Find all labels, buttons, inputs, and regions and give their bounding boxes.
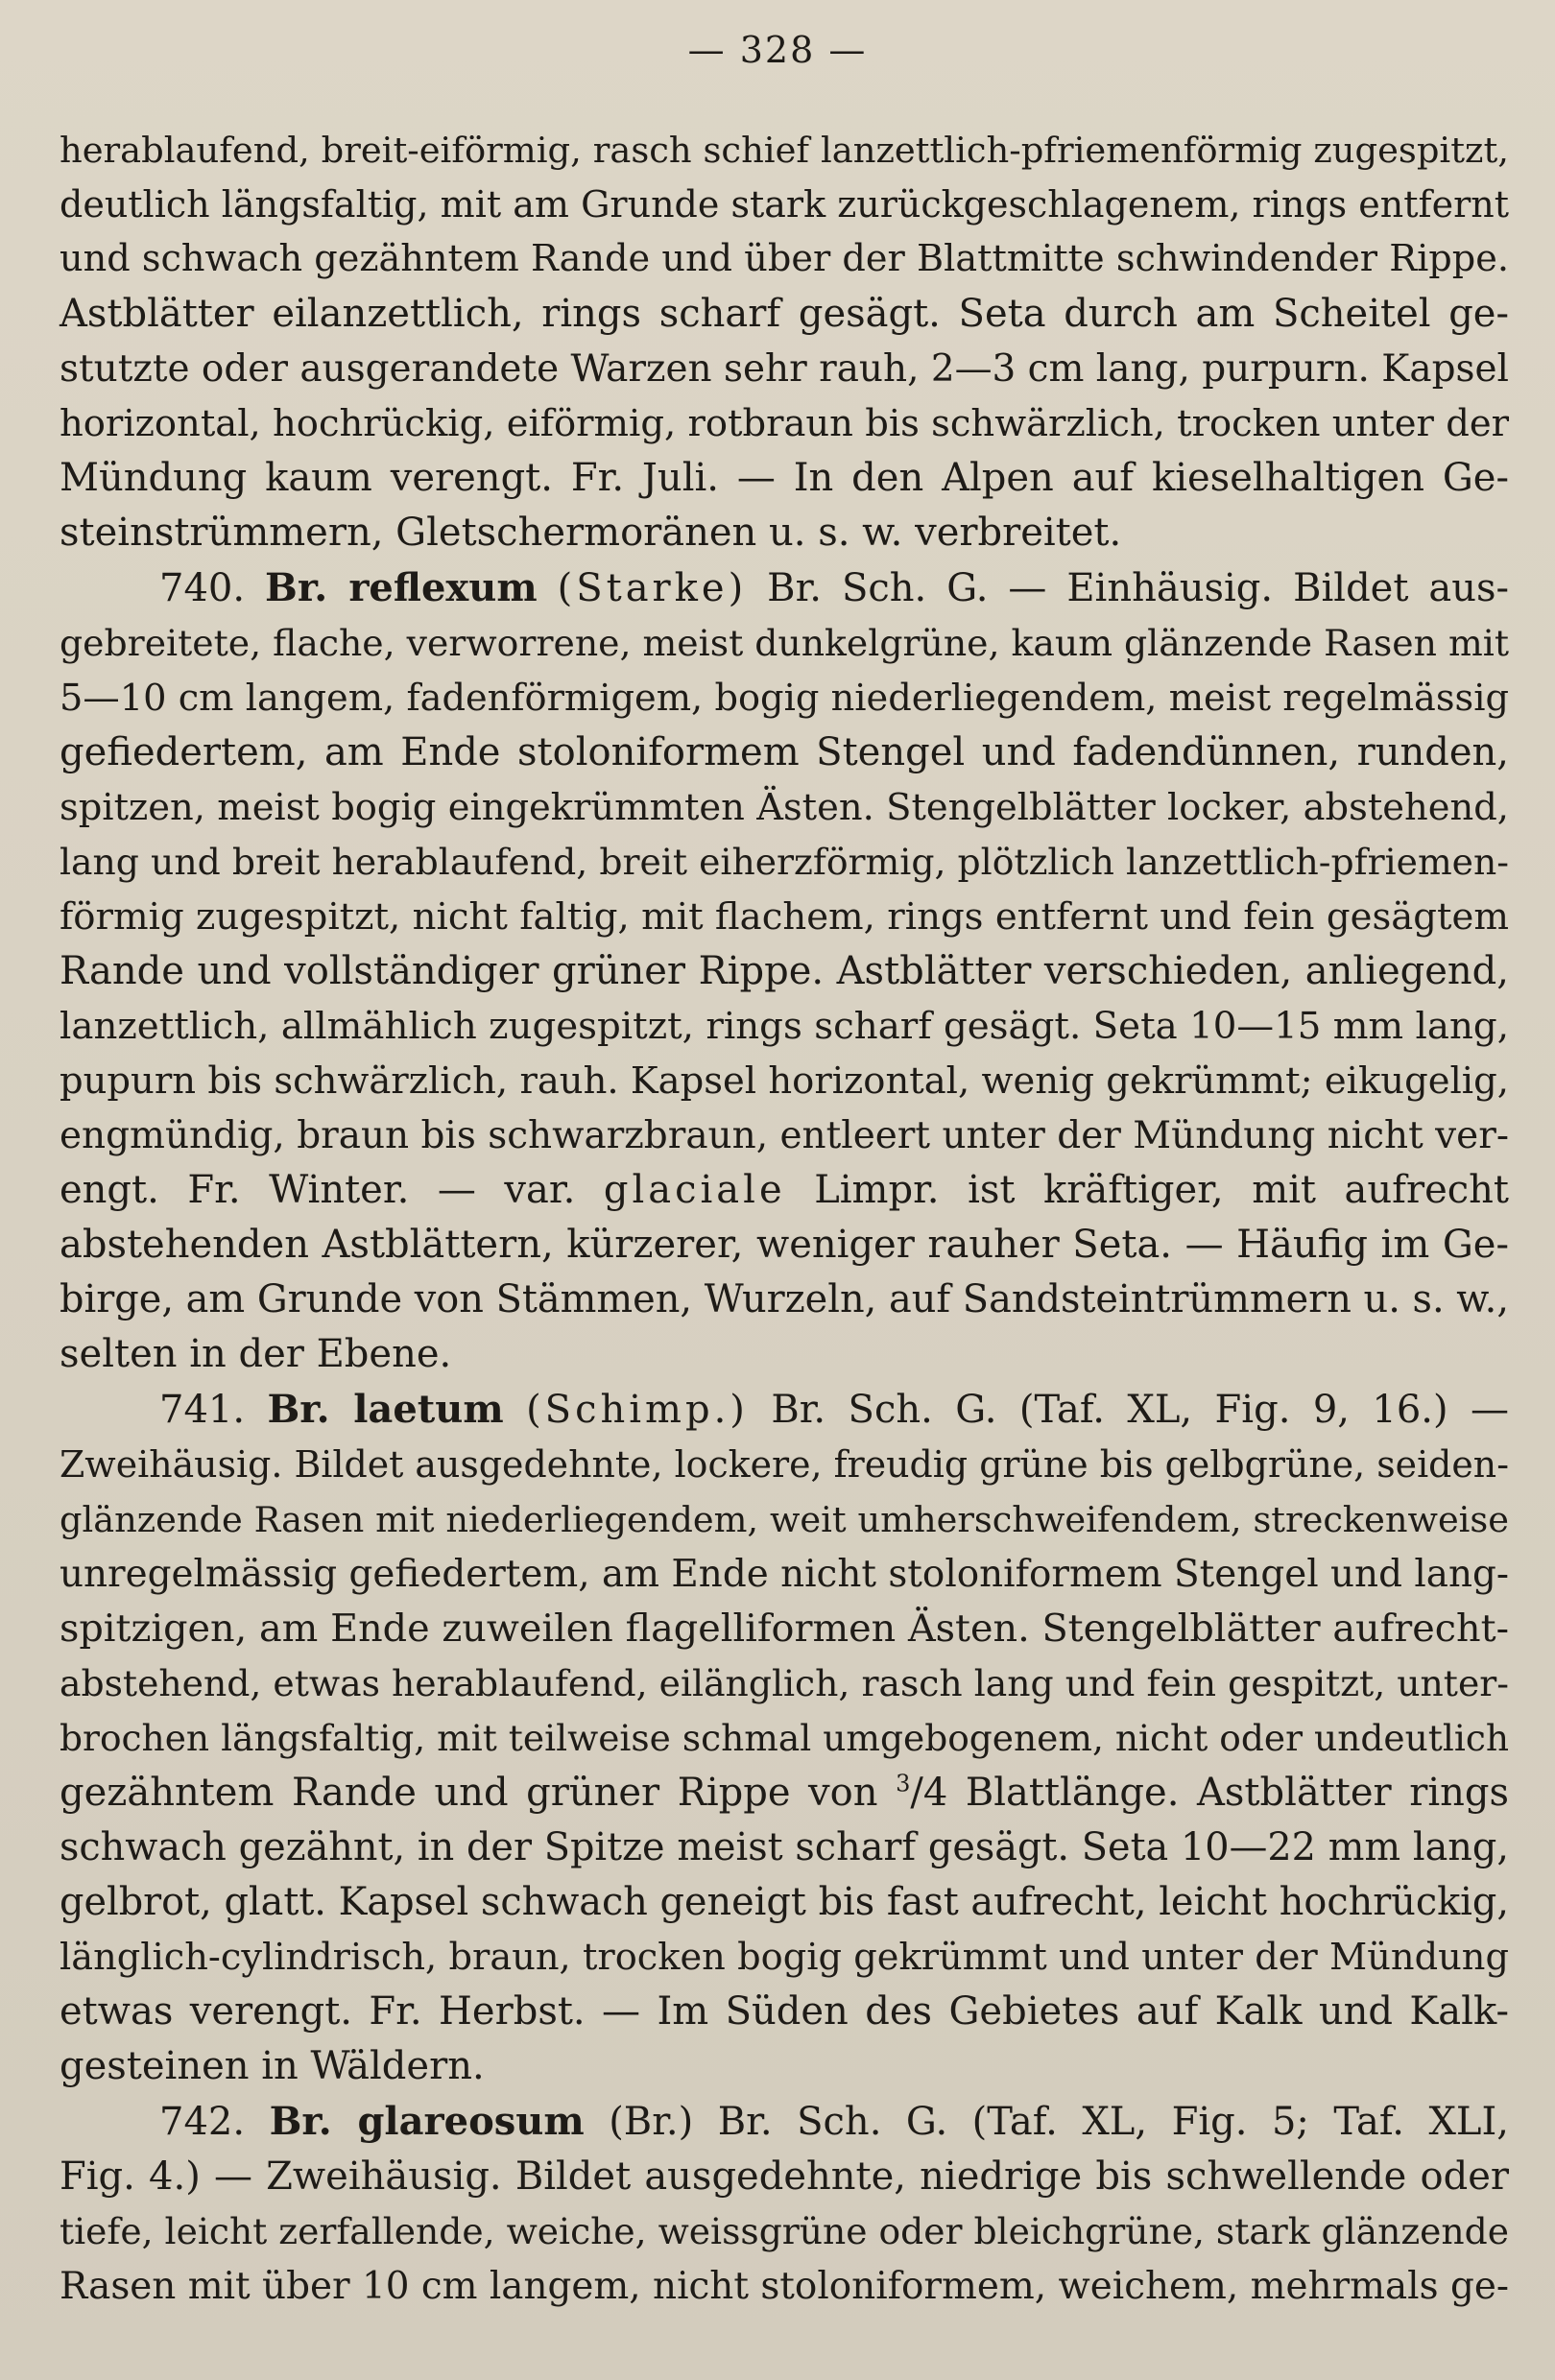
text-fragment: Limpr. ist kräftiger, mit aufrecht xyxy=(814,1168,1509,1212)
text-line: schwach gezähnt, in der Spitze meist scharf gesägt. Seta 10—22 mm lang, xyxy=(60,1825,1509,1869)
text-line: förmig zugespitzt, nicht faltig, mit flachem, rings entfernt und fein gesägtem xyxy=(60,895,1509,939)
entry-number: 740. xyxy=(159,566,246,610)
page-number: — 328 — xyxy=(687,29,868,71)
text-line: brochen längsfaltig, mit teilweise schmal umgebogenem, nicht oder undeutlich xyxy=(60,1717,1509,1759)
text-fragment: gezähntem Rande und grüner Rippe von xyxy=(60,1771,878,1815)
text-line: lang und breit herablaufend, breit eiherzförmig, plötzlich lanzettlich-pfriemen- xyxy=(60,841,1509,883)
entry-number: 741. xyxy=(159,1388,246,1432)
text-line-fraction xyxy=(60,1766,1509,1821)
entry-text: Br. Sch. G. (Taf. XL, Fig. 9, 16.) — xyxy=(771,1388,1510,1432)
text-line: Rasen mit über 10 cm langem, nicht stoloniformem, weichem, mehrmals ge- xyxy=(60,2265,1509,2308)
text-line-variety xyxy=(60,1163,1509,1218)
text-fragment: engt. Fr. Winter. — var. xyxy=(60,1168,576,1212)
text-fragment: Blattlänge. Astblätter rings xyxy=(965,1771,1510,1815)
species-name: Br. glareosum xyxy=(269,2099,585,2144)
text-line: tiefe, leicht zerfallende, weiche, weissgrüne oder bleichgrüne, stark glänzende xyxy=(60,2210,1509,2252)
text-line: gebreitete, flache, verworrene, meist dunkelgrüne, kaum glänzende Rasen mit xyxy=(60,622,1509,664)
text-line: spitzen, meist bogig eingekrümmten Ästen. Stengelblätter locker, abstehend, xyxy=(60,786,1509,829)
text-line: länglich-cylindrisch, braun, trocken bogig gekrümmt und unter der Mündung xyxy=(60,1936,1509,1979)
entry-740-heading xyxy=(60,560,1509,616)
entry-text: Br. Sch. G. — Einhäusig. Bildet aus- xyxy=(767,566,1510,610)
species-name: Br. reflexum xyxy=(265,565,538,610)
text-line: etwas verengt. Fr. Herbst. — Im Süden des Gebietes auf Kalk und Kalk- xyxy=(60,1989,1509,2034)
text-line: herablaufend, breit-eiförmig, rasch schief lanzettlich-pfriemenförmig zugespitzt, xyxy=(60,130,1509,171)
page-body xyxy=(60,123,1509,2314)
text-line: gefiedertem, am Ende stoloniformem Stengel und fadendünnen, runden, xyxy=(60,730,1509,774)
entry-number: 742. xyxy=(159,2100,246,2144)
text-line: deutlich längsfaltig, mit am Grunde stark zurückgeschlagenem, rings entfernt xyxy=(60,183,1509,226)
species-author: (Starke) xyxy=(557,566,748,610)
text-line: spitzigen, am Ende zuweilen flagelliformen Ästen. Stengelblätter aufrecht- xyxy=(60,1606,1509,1651)
text-line: lanzettlich, allmählich zugespitzt, rings scharf gesägt. Seta 10—15 mm lang, xyxy=(60,1005,1509,1048)
species-author: (Schimp.) xyxy=(526,1388,749,1432)
text-line: birge, am Grunde von Stämmen, Wurzeln, auf Sandsteintrümmern u. s. w., xyxy=(60,1277,1509,1321)
entry-742-heading xyxy=(60,2094,1509,2150)
text-line: Rande und vollständiger grüner Rippe. Astblätter verschieden, anliegend, xyxy=(60,949,1509,993)
text-line: gelbrot, glatt. Kapsel schwach geneigt bis fast aufrecht, leicht hochrückig, xyxy=(60,1880,1509,1924)
text-line: unregelmässig gefiedertem, am Ende nicht stoloniformem Stengel und lang- xyxy=(60,1553,1509,1596)
text-line: abstehend, etwas herablaufend, eilänglich, rasch lang und fein gespitzt, unter- xyxy=(60,1662,1509,1704)
text-line: abstehenden Astblättern, kürzerer, weniger rauher Seta. — Häufig im Ge- xyxy=(60,1223,1509,1267)
text-line: engmündig, braun bis schwarzbraun, entleert unter der Mündung nicht ver- xyxy=(60,1114,1509,1157)
text-line: selten in der Ebene. xyxy=(60,1332,452,1376)
variety-name: glaciale xyxy=(603,1168,786,1212)
text-line: 5—10 cm langem, fadenförmigem, bogig niederliegendem, meist regelmässig xyxy=(60,677,1509,720)
text-line: Fig. 4.) — Zweihäusig. Bildet ausgedehnte, niedrige bis schwellende oder xyxy=(60,2154,1509,2199)
text-line: glänzende Rasen mit niederliegendem, weit umherschweifendem, streckenweise xyxy=(60,1499,1509,1540)
fraction-numerator: 3 xyxy=(896,1770,911,1797)
text-line: pupurn bis schwärzlich, rauh. Kapsel horizontal, wenig gekrümmt; eikugelig, xyxy=(60,1059,1509,1103)
entry-741-heading xyxy=(60,1382,1509,1438)
text-line: steinstrümmern, Gletschermoränen u. s. w. verbreitet. xyxy=(60,511,1122,555)
entry-text: (Br.) Br. Sch. G. (Taf. XL, Fig. 5; Taf. XLI, xyxy=(609,2100,1510,2144)
text-line: horizontal, hochrückig, eiförmig, rotbraun bis schwärzlich, trocken unter der xyxy=(60,402,1509,445)
text-line: und schwach gezähntem Rande und über der Blattmitte schwindender Rippe. xyxy=(60,238,1509,280)
text-line: gesteinen in Wäldern. xyxy=(60,2044,485,2088)
text-line: Astblätter eilanzettlich, rings scharf gesägt. Seta durch am Scheitel ge- xyxy=(60,292,1509,336)
text-line: Mündung kaum verengt. Fr. Juli. — In den Alpen auf kieselhaltigen Ge- xyxy=(60,456,1509,500)
text-line: Zweihäusig. Bildet ausgedehnte, lockere, freudig grüne bis gelbgrüne, seiden- xyxy=(60,1443,1509,1486)
text-line: stutzte oder ausgerandete Warzen sehr rauh, 2—3 cm lang, purpurn. Kapsel xyxy=(60,347,1509,391)
species-name: Br. laetum xyxy=(267,1387,504,1432)
fraction-denominator: /4 xyxy=(910,1771,948,1815)
